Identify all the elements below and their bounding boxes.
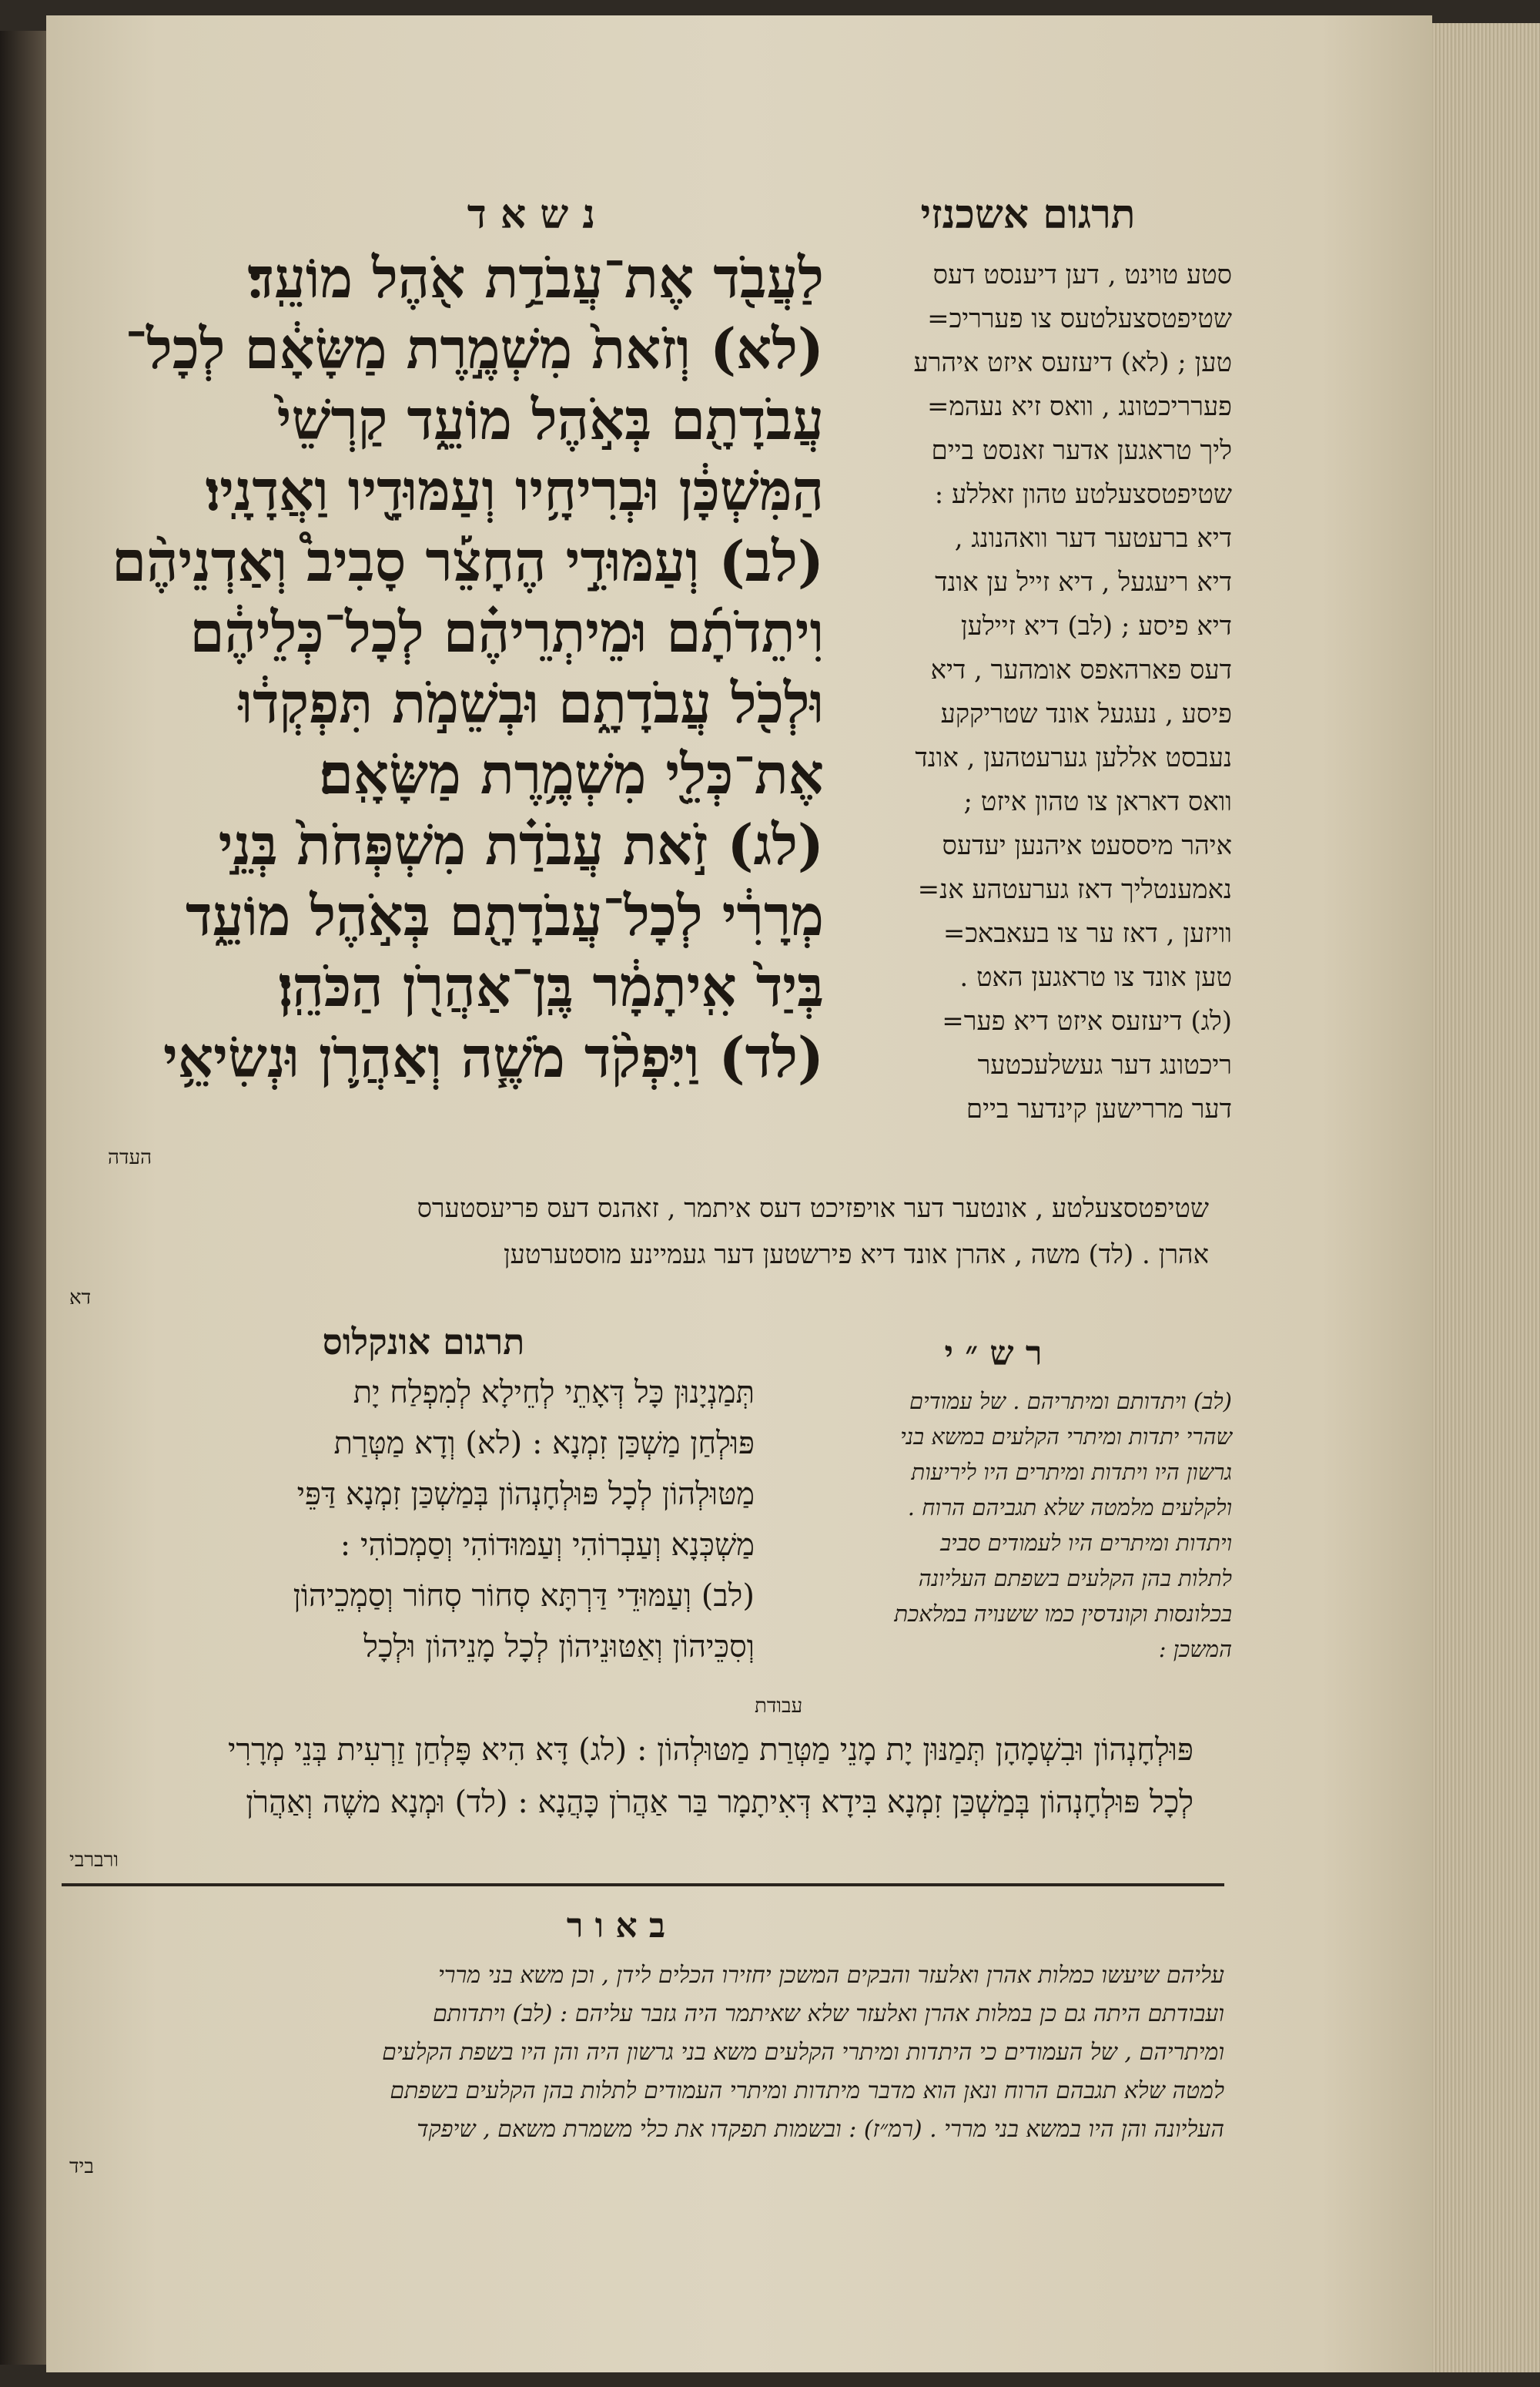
onkelos-line: וְסִכֵּיהוֹן וְאַטּוּנֵיהוֹן לְכָל מָנֵיהוֹן וּלְכָל — [363, 1629, 755, 1665]
yiddish-line: וואס דאראן צו טהון איזט ; — [963, 786, 1232, 817]
rashi-line: המשכן : — [1158, 1636, 1232, 1662]
yiddish-line: דעס פארהאפס אומהער , דיא — [930, 655, 1232, 686]
yiddish-line: דיא ריעגעל , דיא זייל ען אונד — [935, 567, 1232, 598]
onkelos-line: (לב) וְעַמּוּדֵי דַּרְתָּא סְחוֹר סְחוֹר וְסַמְכֵיהוֹן — [293, 1578, 755, 1614]
biur-line: למטה שלא תגבהם הרוח ונאן הוא מדבר מיתדות ומיתרי העמודים לתלות בהן הקלעים בשפתם — [390, 2077, 1224, 2104]
yiddish-column-title: תרגום אשכנזי — [920, 191, 1136, 238]
book-spine — [0, 31, 46, 2365]
torah-line: לַעֲבֹ֖ד אֶת־עֲבֹדַ֥ת אֹ֖הֶל מוֹעֵֽד׃ — [247, 245, 824, 310]
yiddish-catchword: דא — [69, 1286, 92, 1309]
rashi-line: (לב) ויתדותם ומיתריהם . של עמודים — [909, 1388, 1232, 1414]
divider-rule — [62, 1883, 1224, 1886]
yiddish-line: דיא ברעטער דער וואהנונג , — [954, 523, 1232, 554]
rashi-line: שהרי יתדות ומיתרי הקלעים במשא בני — [900, 1423, 1232, 1450]
torah-catchword: העדה — [108, 1146, 152, 1169]
rashi-line: בכלונסות וקונדסין כמו ששנויה במלאכת — [894, 1601, 1232, 1627]
continuation-line: שטיפטסצעלטע , אונטער דער אויפזיכט דעס איתמר , זאהנס דעס פריעסטערס — [417, 1193, 1209, 1224]
biur-line: ועבודתם היתה גם כן במלות אהרן ואלעזר שלא שאיתמר היה גזבר עליהם : (לב) ויתדותם — [433, 2000, 1224, 2027]
onkelos-line: תְּמַנְיָנוּן כָּל דְּאָתֵי לְחֵילָא לְמִפְלַח יָת — [353, 1375, 755, 1410]
torah-line: (לא) וְזֹאת֙ מִשְׁמֶ֣רֶת מַשָּׂאָ֔ם לְכָל־ — [125, 316, 824, 381]
onkelos-title: תרגום אונקלוס — [322, 1321, 525, 1363]
rashi-line: לתלות בהן הקלעים בשפתם העליונה — [918, 1565, 1232, 1591]
yiddish-line: נעבסט אללען גערעטהען , אונד — [915, 743, 1232, 773]
torah-line: אֶת־כְּלֵ֖י מִשְׁמֶ֥רֶת מַשָּׂאָֽם׃ — [318, 741, 824, 806]
page-edges — [1432, 23, 1540, 2372]
yiddish-line: שטיפטסצעלטעס צו פערריכ= — [927, 303, 1232, 334]
yiddish-line: פערריכטונג , וואס זיא נעהמ= — [927, 391, 1232, 422]
biur-line: ומיתריהם , של העמודים כי היתדות ומיתרי הקלעים משא בני גרשון היה והן היו בשפת הקלעים — [382, 2039, 1224, 2066]
yiddish-line: שטיפטסצעלטע טהון זאללע : — [934, 479, 1232, 510]
yiddish-line: טען אונד צו טראגען האט . — [959, 962, 1232, 993]
rashi-line: ויתדות ומיתרים היו לעמודים סביב — [940, 1530, 1232, 1556]
torah-line: וּלְכֹ֖ל עֲבֹדָתָ֑ם וּבְשֵׁמֹ֣ת תִּפְקְד֔וּ — [238, 670, 824, 736]
onkelos-bottom-catchword: ורברבי — [69, 1849, 119, 1872]
torah-line: וִיתֵדֹתָ֜ם וּמֵיתְרֵיהֶ֗ם לְכָל־כְּלֵיהֶ֔ם — [189, 599, 824, 665]
biur-line: העליונה והן היו במשא בני מררי . (רמ״ז) : ובשמות תפקדו את כלי משמרת משאם , שיפקד — [417, 2116, 1224, 2143]
torah-line: (לג) זֹ֣את עֲבֹדַ֗ת מִשְׁפְּחֹת֙ בְּנֵ֣י — [218, 812, 824, 877]
torah-line: (לד) וַיִּפְקֹ֨ד מֹשֶׁ֧ה וְאַהֲרֹ֛ן וּנְשִׂיאֵ֥י — [163, 1024, 824, 1090]
yiddish-line: ריכטונג דער געשלעכטער — [977, 1050, 1232, 1081]
yiddish-line: פיסע , נעגעל אונד שטריקקע — [940, 699, 1232, 729]
yiddish-line: וויזען , דאז ער צו בעאבאכ= — [942, 918, 1232, 949]
yiddish-line: טען ; (לא) דיעזעס איזט איהרע — [913, 347, 1232, 378]
yiddish-line: דער מררישען קינדער ביים — [966, 1094, 1232, 1125]
torah-line: בְּיַד֙ אִֽיתָמָ֔ר בֶּֽן־אַהֲרֹ֖ן הַכֹּהֵֽן׃ — [278, 954, 824, 1019]
page — [46, 15, 1432, 2372]
yiddish-line: נאמענטליך דאז גערעטהע אנ= — [917, 874, 1232, 905]
yiddish-line: ליך טראגען אדער זאנסט ביים — [931, 435, 1232, 466]
biur-title: ב א ו ר — [566, 1906, 666, 1946]
torah-line: הַמִּשְׁכָּ֔ן וּבְרִיחָ֥יו וְעַמּוּדָ֖יו וַאֲדָנָֽיו׃ — [205, 458, 824, 523]
biur-line: עליהם שיעשו כמלות אהרן ואלעזר והבקים המשכן יחזירו הכלים לידן , וכן משא בני מררי — [437, 1962, 1224, 1989]
onkelos-continuation-line: לְכָל פּוּלְחָנְהוֹן בְּמַשְׁכַּן זִמְנָא בִּידָא דְּאִיתָמָר בַּר אַהֲרֹן כָּהֲנָא : (לד) וּמְנָא משֶׁה וְאַהֲרֹן — [246, 1785, 1194, 1820]
onkelos-line: מַשְׁכְּנָא וְעַבְרוֹהִי וְעַמּוּדוֹהִי וְסַמְכוֹהִי : — [340, 1527, 755, 1563]
rashi-line: ולקלעים מלמטה שלא תגביהם הרוח . — [907, 1494, 1232, 1520]
onkelos-continuation-line: פּוּלְחָנְהוֹן וּבִשְׁמָהָן תְּמַנּוּן יָת מָנֵי מַטְּרַת מַטּוּלְהוֹן : (לג) דָּא הִיא פָּלְחַן זַרְעִית בְּנֵי מְרָרִי — [227, 1732, 1194, 1768]
onkelos-line: מַטּוּלְהוֹן לְכָל פּוּלְחָנְהוֹן בְּמַשְׁכַּן זִמְנָא דַּפֵּי — [296, 1477, 755, 1512]
torah-line: מְרָרִ֔י לְכָל־עֲבֹדָתָ֖ם בְּאֹ֣הֶל מוֹעֵ֑ד — [185, 883, 824, 948]
yiddish-line: (לג) דיעזעס איזט דיא פער= — [942, 1006, 1232, 1037]
torah-line: (לב) וְעַמּוּדֵ֣י הֶחָצֵ֡ר סָבִיב֩ וְאַדְנֵיהֶ֨ם — [112, 528, 824, 594]
rashi-title: ר ש ״ י — [944, 1334, 1043, 1373]
torah-line: עֲבֹדָתָ֖ם בְּאֹ֣הֶל מוֹעֵ֑ד קַרְשֵׁי֙ — [276, 387, 824, 452]
rashi-line: גרשון היו ויתדות ומיתרים היו ליריעות — [911, 1459, 1232, 1485]
yiddish-line: סטע טוינט , דען דיענסט דעס — [932, 260, 1232, 290]
yiddish-line: איהר מיססעט איהנען יעדעס — [942, 830, 1232, 861]
continuation-line: אהרן . (לד) משה , אהרן אונד דיא פירשטען דער געמיינע מוסטערטען — [503, 1239, 1209, 1270]
onkelos-line: פּוּלְחַן מַשְׁכַּן זִמְנָא : (לא) וְדָא מַטְּרַת — [333, 1426, 755, 1461]
onkelos-catchword: עבודת — [755, 1695, 803, 1718]
yiddish-line: דיא פיסע ; (לב) דיא זיילען — [960, 611, 1232, 642]
parsha-title: נ ש א ד — [467, 191, 596, 238]
biur-catchword: ביד — [69, 2155, 94, 2178]
